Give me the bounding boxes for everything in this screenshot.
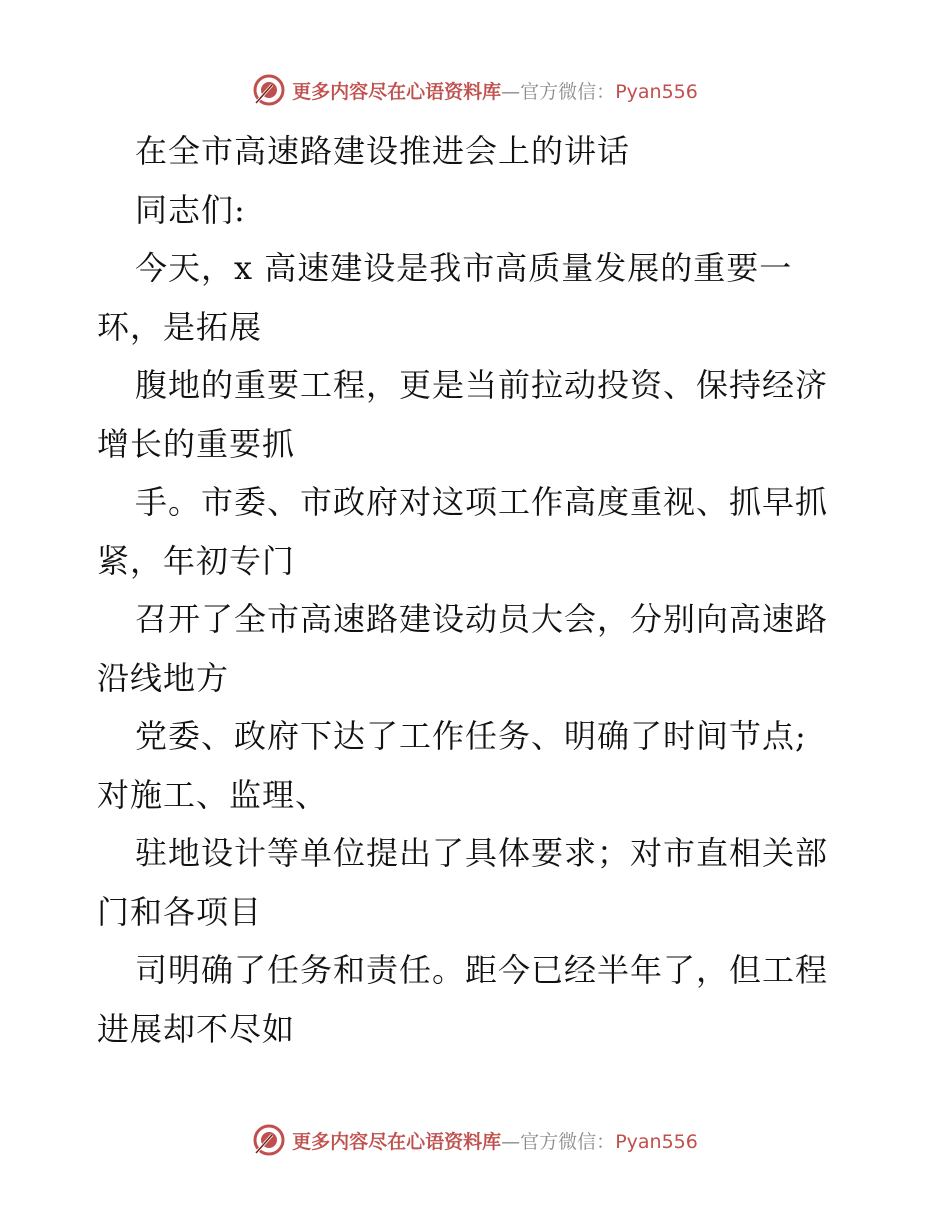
watermark-contact-id: Pyan556 (615, 1130, 698, 1153)
document-line: 进展却不尽如 (97, 1009, 296, 1048)
document-line: 增长的重要抓 (97, 424, 296, 463)
document-line: 对施工、监理、 (97, 775, 329, 814)
watermark-separator: — (501, 80, 521, 103)
document-line: 环，是拓展 (97, 307, 263, 346)
watermark-contact-label: 官方微信： (520, 1130, 616, 1153)
watermark-contact-id: Pyan556 (615, 80, 698, 103)
document-line: 紧，年初专门 (97, 541, 296, 580)
watermark-separator: — (501, 1130, 521, 1153)
document-line: 今天，x 高速建设是我市高质量发展的重要一 (135, 249, 793, 287)
document-line: 在全市高速路建设推进会上的讲话 (135, 132, 631, 170)
watermark-contact-label: 官方微信： (520, 80, 616, 103)
document-line: 同志们: (135, 190, 246, 229)
document-line: 门和各项目 (97, 892, 263, 931)
document-line: 司明确了任务和责任。距今已经半年了，但工程 (135, 951, 829, 989)
document-body (97, 122, 857, 1058)
document-line: 手。市委、市政府对这项工作高度重视、抓早抓 (135, 483, 829, 521)
watermark-brand: 更多内容尽在心语资料库 (292, 80, 502, 103)
watermark-header (0, 70, 950, 110)
document-line: 召开了全市高速路建设动员大会，分别向高速路 (135, 600, 829, 638)
document-line: 沿线地方 (97, 658, 230, 697)
watermark-brand: 更多内容尽在心语资料库 (292, 1130, 502, 1153)
pen-logo-icon (252, 73, 286, 107)
document-line: 腹地的重要工程，更是当前拉动投资、保持经济 (135, 366, 829, 404)
document-line: 驻地设计等单位提出了具体要求；对市直相关部 (135, 834, 829, 872)
document-line: 党委、政府下达了工作任务、明确了时间节点; (135, 717, 807, 755)
watermark-footer (0, 1120, 950, 1160)
pen-logo-icon (252, 1123, 286, 1157)
